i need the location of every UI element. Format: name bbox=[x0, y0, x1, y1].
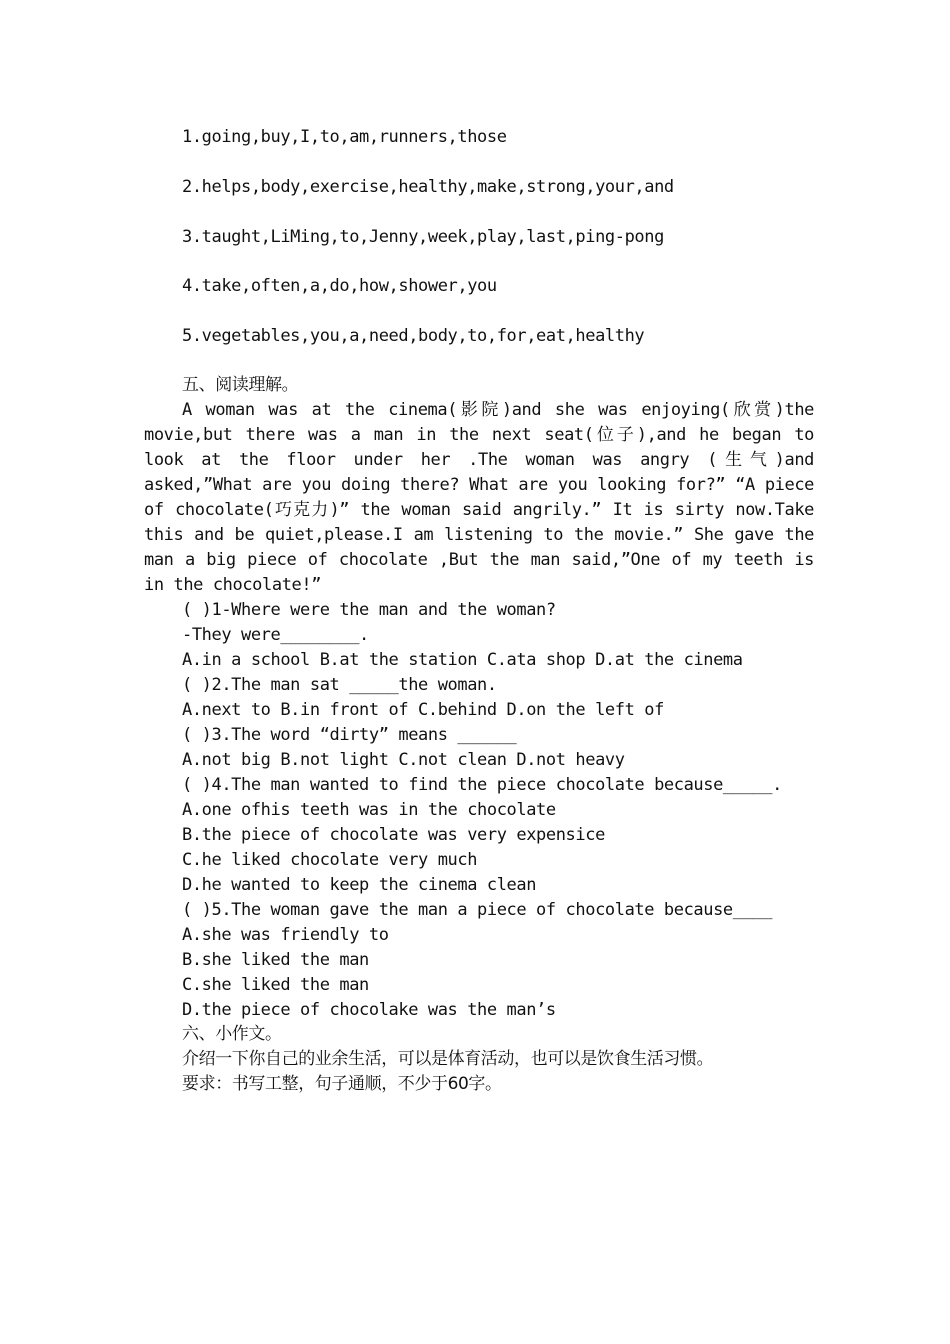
question-5: ( )5.The woman gave the man a piece of chocolate because____ bbox=[182, 900, 773, 920]
question-5-option-d: D.the piece of chocolake was the man’s bbox=[182, 1000, 556, 1020]
question-4-option-c: C.he liked chocolate very much bbox=[182, 850, 478, 870]
question-3-options: A.not big B.not light C.not clean D.not heavy bbox=[182, 750, 625, 770]
question-4-option-d: D.he wanted to keep the cinema clean bbox=[182, 875, 537, 895]
word-order-item-4: 4.take,often,a,do,how,shower,you bbox=[182, 276, 497, 296]
word-order-item-5: 5.vegetables,you,a,need,body,to,for,eat,healthy bbox=[182, 326, 645, 346]
reading-passage: A woman was at the cinema(影院)and she was enjoying(欣赏)the movie,but there was a man in the next seat(位子),and he began to look at the floor under her .The woman was angry (生气)and asked,”What are you doing there? What are you looking for?” “A piece of chocolate(巧克力)” the woman said angrily.” It is sirty now.Take this and be quiet,please.I am listening to the movie.” She gave the man a big piece of chocolate ,But the man said,”One of my teeth is in the chocolate!” bbox=[144, 400, 814, 595]
question-1: ( )1-Where were the man and the woman? bbox=[182, 600, 556, 620]
question-2-options: A.next to B.in front of C.behind D.on the left of bbox=[182, 700, 664, 720]
word-order-item-2: 2.helps,body,exercise,healthy,make,strong,your,and bbox=[182, 177, 674, 197]
question-5-option-a: A.she was friendly to bbox=[182, 925, 389, 945]
reading-section-heading: 五、阅读理解。 bbox=[182, 375, 299, 395]
question-4: ( )4.The man wanted to find the piece chocolate because_____. bbox=[182, 775, 782, 795]
question-1-options: A.in a school B.at the station C.ata shop D.at the cinema bbox=[182, 650, 743, 670]
word-order-item-3: 3.taught,LiMing,to,Jenny,week,play,last,ping-pong bbox=[182, 227, 664, 247]
question-4-option-b: B.the piece of chocolate was very expensice bbox=[182, 825, 605, 845]
question-3: ( )3.The word “dirty” means ______ bbox=[182, 725, 517, 745]
writing-section-heading: 六、小作文。 bbox=[182, 1024, 282, 1044]
writing-requirement: 要求：书写工整，句子通顺，不少于60字。 bbox=[182, 1074, 502, 1094]
question-5-option-b: B.she liked the man bbox=[182, 950, 369, 970]
question-4-option-a: A.one ofhis teeth was in the chocolate bbox=[182, 800, 556, 820]
question-1-stem: -They were________. bbox=[182, 625, 369, 645]
writing-prompt: 介绍一下你自己的业余生活，可以是体育活动，也可以是饮食生活习惯。 bbox=[182, 1049, 714, 1069]
word-order-item-1: 1.going,buy,I,to,am,runners,those bbox=[182, 127, 507, 147]
question-5-option-c: C.she liked the man bbox=[182, 975, 369, 995]
question-2: ( )2.The man sat _____the woman. bbox=[182, 675, 497, 695]
